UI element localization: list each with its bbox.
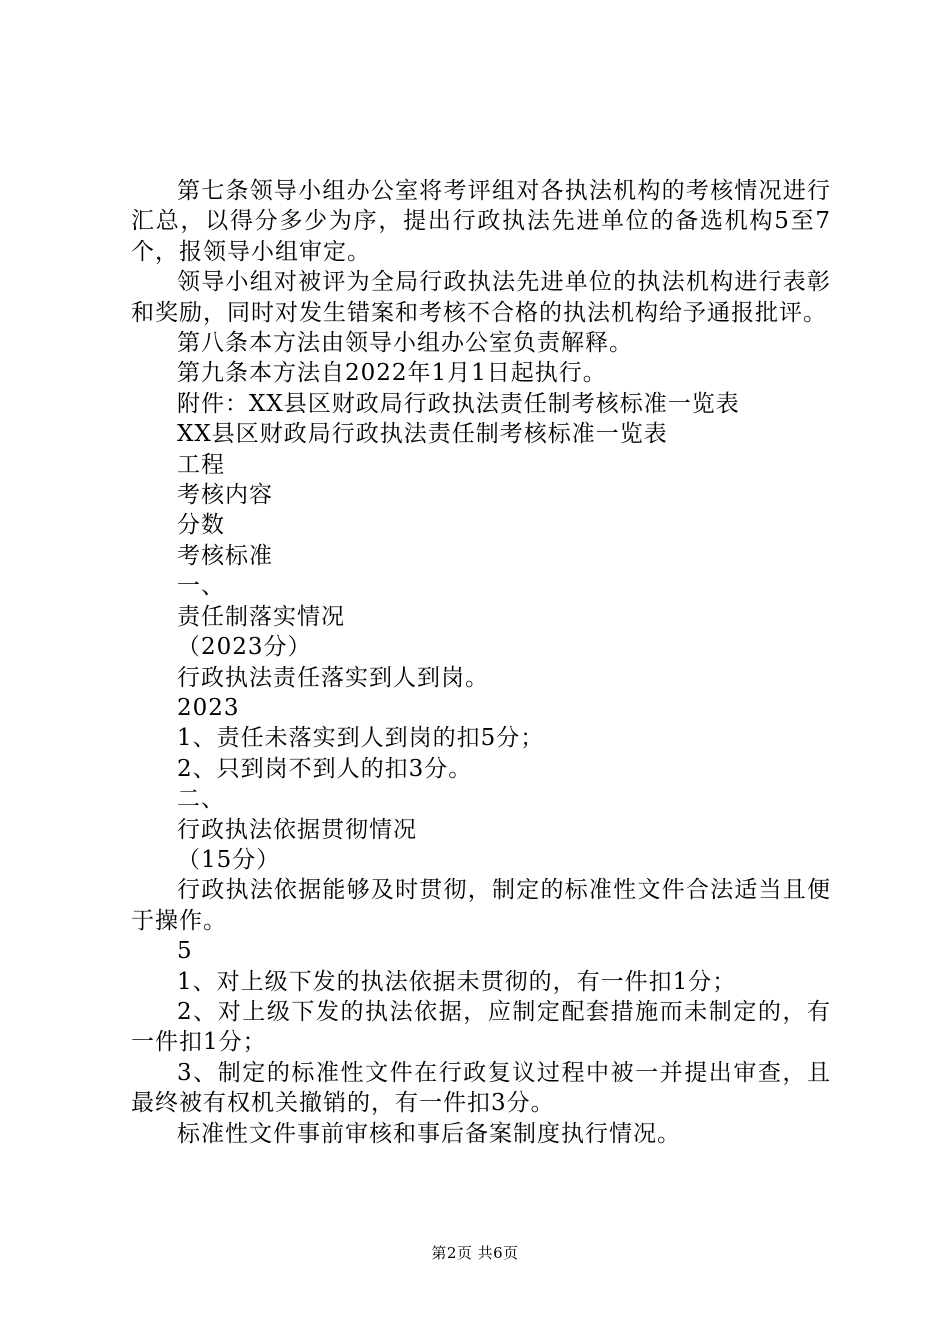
- section-title: 行政执法依据贯彻情况: [177, 816, 417, 843]
- table-header-content: 考核内容: [177, 482, 273, 509]
- paragraph: 第八条本方法由领导小组办公室负责解释。: [177, 330, 633, 357]
- paragraph: 附件：XX县区财政局行政执法责任制考核标准一览表: [177, 390, 740, 417]
- standard-item: 1、对上级下发的执法依据未贯彻的，有一件扣1分；: [177, 968, 737, 995]
- paragraph: 第七条领导小组办公室将考评组对各执法机构的考核情况进行汇总，以得分多少为序，提出行政执法先进单位的备选机构5至7个，报领导小组审定。: [131, 178, 831, 265]
- paragraph: 第九条本方法自2022年1月1日起执行。: [177, 360, 607, 387]
- standard-item: 2、只到岗不到人的扣3分。: [177, 755, 473, 782]
- section-number: 一、: [177, 573, 225, 600]
- document-body: [131, 176, 831, 1149]
- table-header-item: 工程: [177, 451, 225, 478]
- section-score: （15分）: [177, 846, 281, 873]
- page-number-footer: 第2页 共6页: [431, 1244, 519, 1262]
- table-header-score: 分数: [177, 512, 225, 539]
- assessment-content: 标准性文件事前审核和事后备案制度执行情况。: [177, 1120, 681, 1147]
- table-title: XX县区财政局行政执法责任制考核标准一览表: [177, 421, 668, 448]
- paragraph: 领导小组对被评为全局行政执法先进单位的执法机构进行表彰和奖励，同时对发生错案和考核不合格的执法机构给予通报批评。: [131, 269, 831, 326]
- assessment-content: 行政执法责任落实到人到岗。: [177, 664, 489, 691]
- score-value: 5: [177, 938, 193, 965]
- standard-item: 2、对上级下发的执法依据，应制定配套措施而未制定的，有一件扣1分；: [131, 998, 831, 1056]
- table-header-standard: 考核标准: [177, 542, 273, 569]
- standard-item: 1、责任未落实到人到岗的扣5分；: [177, 725, 545, 752]
- section-title: 责任制落实情况: [177, 603, 345, 630]
- section-score: （2023分）: [177, 634, 312, 661]
- score-value: 2023: [177, 694, 240, 721]
- section-number: 二、: [177, 786, 225, 813]
- standard-item: 3、制定的标准性文件在行政复议过程中被一并提出审查，且最终被有权机关撤销的，有一件扣3分。: [131, 1059, 831, 1117]
- assessment-content: 行政执法依据能够及时贯彻，制定的标准性文件合法适当且便于操作。: [131, 877, 831, 934]
